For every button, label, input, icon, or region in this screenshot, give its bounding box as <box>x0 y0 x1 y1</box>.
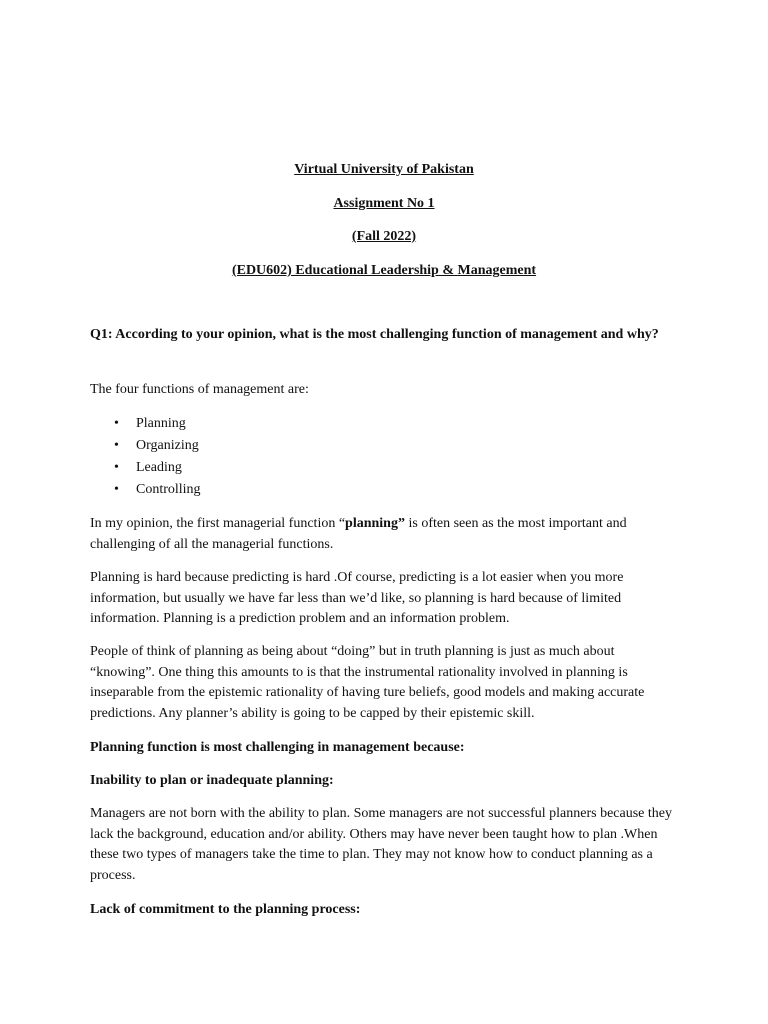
list-item <box>90 414 201 436</box>
opinion-text-start: In my opinion, the first managerial function “ <box>90 516 346 531</box>
bullet-icon: • <box>114 460 119 475</box>
reason-body: Managers are not born with the ability to plan. Some managers are not successful planners because they lack the background, education and/or ability. Others may have never been taught how to plan .When these two types of managers take the time to plan. They may not know how to conduct planning as a process. <box>90 806 672 883</box>
bullet-icon: • <box>114 438 119 453</box>
assignment-title: Assignment No 1 <box>333 196 435 211</box>
list-item <box>90 458 201 480</box>
list-item-label: Planning <box>136 416 186 431</box>
bullet-icon: • <box>114 416 119 431</box>
functions-intro: The four functions of management are: <box>90 382 309 397</box>
reason-title: Lack of commitment to the planning process: <box>90 902 361 917</box>
course-title: (EDU602) Educational Leadership & Management <box>231 263 537 278</box>
list-item-label: Organizing <box>136 438 199 453</box>
bullet-icon: • <box>114 482 119 497</box>
prediction-paragraph: Planning is hard because predicting is hard .Of course, predicting is a lot easier when you more information, but usually we have far less than we’d like, so planning is hard because of limited information. Planning is a prediction problem and an information problem. <box>90 570 624 626</box>
opinion-emphasis: planning” <box>345 516 405 531</box>
reason-title: Inability to plan or inadequate planning: <box>90 773 334 788</box>
opinion-paragraph <box>90 514 678 555</box>
university-title: Virtual University of Pakistan <box>294 162 474 177</box>
section-heading: Planning function is most challenging in management because: <box>90 740 465 755</box>
term-title: (Fall 2022) <box>351 229 417 244</box>
list-item <box>90 480 201 502</box>
functions-list <box>90 414 201 502</box>
opinion-text-end: is often seen as the most important and challenging of all the managerial functions. <box>90 516 627 552</box>
list-item <box>90 436 201 458</box>
knowing-paragraph: People of think of planning as being about “doing” but in truth planning is just as much about “knowing”. One thing this amounts to is that the instrumental rationality involved in planning is inseparable from the epistemic rationality of having ture beliefs, good models and making accurate predictions. Any planner’s ability is going to be capped by their epistemic skill. <box>90 644 645 721</box>
list-item-label: Controlling <box>136 482 201 497</box>
list-item-label: Leading <box>136 460 182 475</box>
question-heading: Q1: According to your opinion, what is the most challenging function of management and why? <box>90 327 659 342</box>
